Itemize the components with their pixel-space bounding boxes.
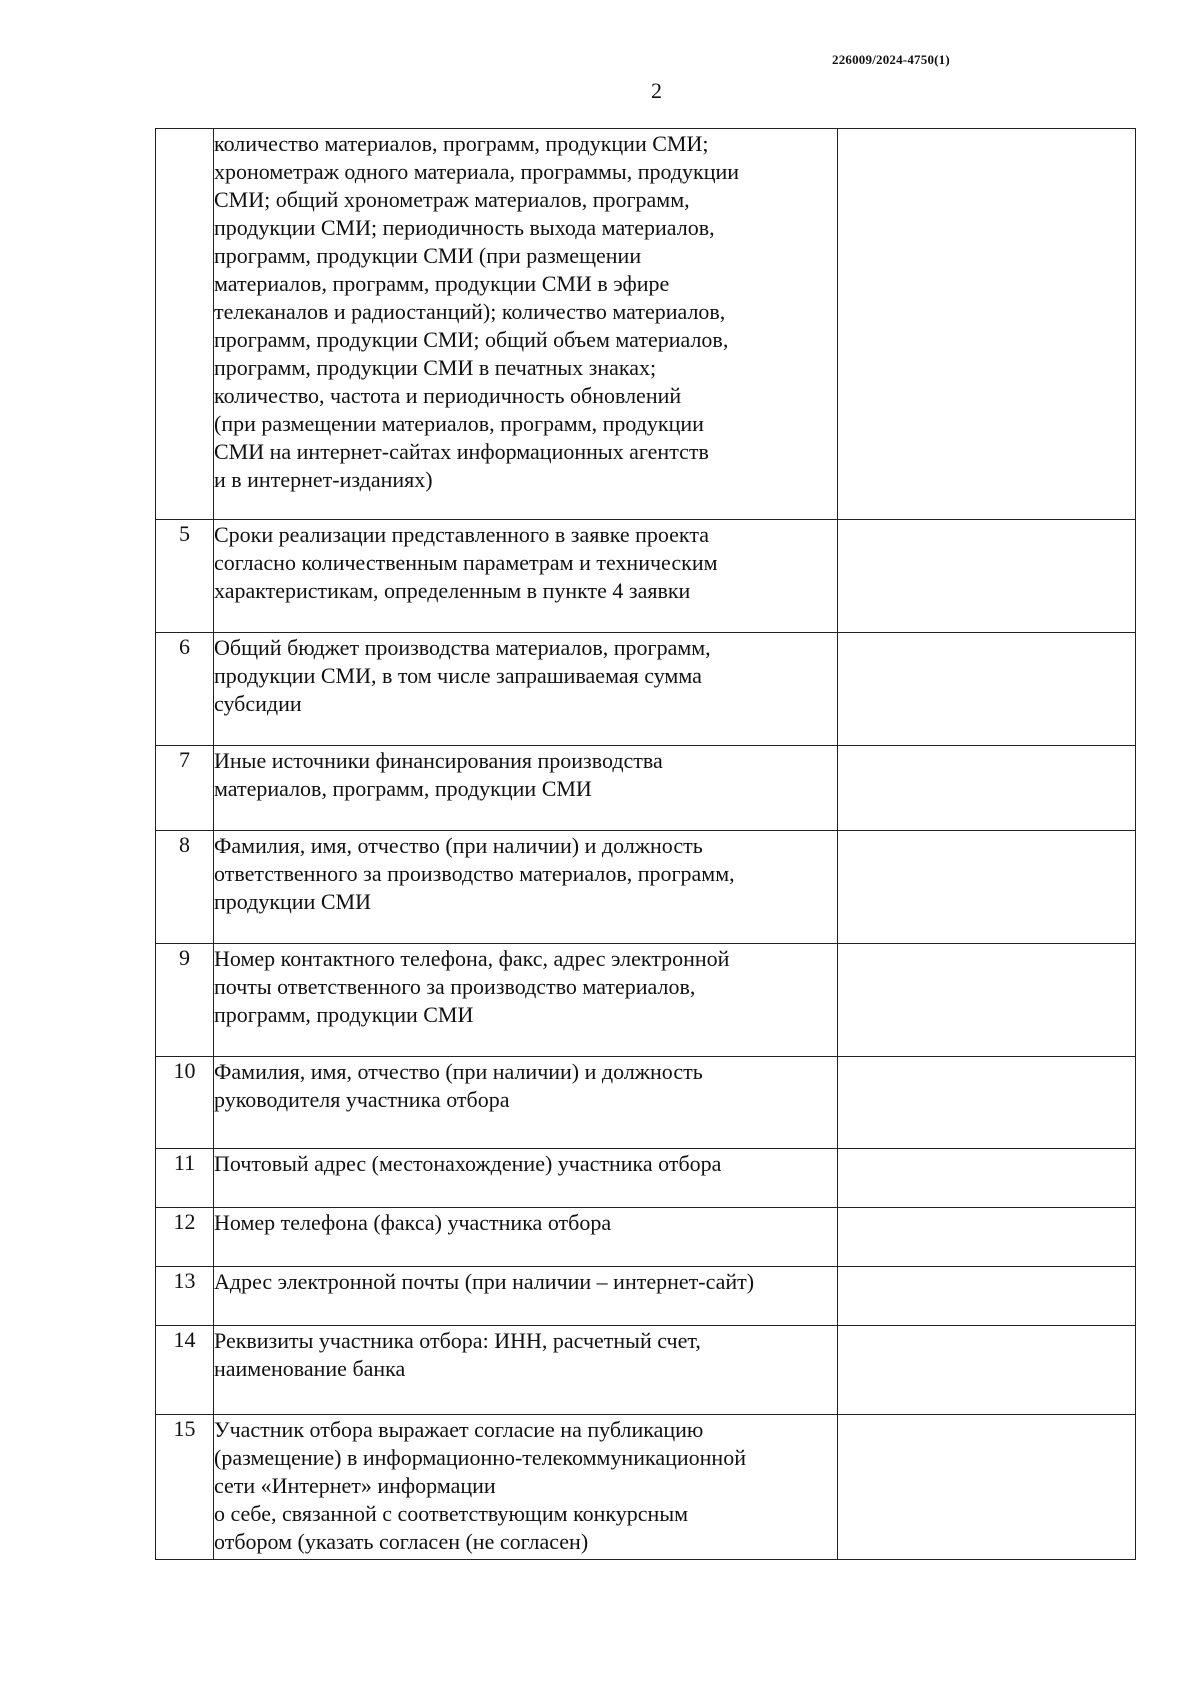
- row-description-text: Общий бюджет производства материалов, программ, продукции СМИ, в том числе запрашиваемая сумма субсидии: [214, 635, 711, 716]
- row-description: [214, 746, 838, 831]
- row-value-cell[interactable]: [838, 746, 1136, 831]
- row-description-text: Фамилия, имя, отчество (при наличии) и должность ответственного за производство материалов, программ, продукции СМИ: [214, 833, 735, 914]
- row-description-text: Номер телефона (факса) участника отбора: [214, 1210, 612, 1235]
- row-description: [214, 1057, 838, 1149]
- row-description-text: Номер контактного телефона, факс, адрес электронной почты ответственного за производство материалов, программ, продукции СМИ: [214, 946, 730, 1027]
- row-number: 12: [156, 1208, 214, 1267]
- row-number: 9: [156, 944, 214, 1057]
- row-value-cell[interactable]: [838, 633, 1136, 746]
- row-description: [214, 1415, 838, 1560]
- row-value-cell[interactable]: [838, 1267, 1136, 1326]
- row-description-text: количество материалов, программ, продукции СМИ; хронометраж одного материала, программы, продукции СМИ; общий хронометраж материалов, программ, продукции СМИ; периодичность выхода материалов, программ, продукции СМИ (при размещении материалов, программ, продукции СМИ в эфире телеканалов и радиостанций); количество материалов, программ, продукции СМИ; общий объем материалов, программ, продукции СМИ в печатных знаках; количество, частота и периодичность обновлений (при размещении материалов, программ, продукции СМИ на интернет-сайтах информационных агентств и в интернет-изданиях): [214, 131, 740, 492]
- row-number: 13: [156, 1267, 214, 1326]
- row-description: [214, 633, 838, 746]
- table-row: [156, 1208, 1136, 1267]
- row-value-cell[interactable]: [838, 1208, 1136, 1267]
- table-row: [156, 129, 1136, 520]
- row-value-cell[interactable]: [838, 831, 1136, 944]
- row-value-cell[interactable]: [838, 520, 1136, 633]
- row-description-text: Фамилия, имя, отчество (при наличии) и должность руководителя участника отбора: [214, 1059, 703, 1112]
- row-number: 11: [156, 1149, 214, 1208]
- row-description: [214, 831, 838, 944]
- row-description-text: Почтовый адрес (местонахождение) участника отбора: [214, 1151, 722, 1176]
- row-number: 6: [156, 633, 214, 746]
- application-form-table: [155, 128, 1136, 1560]
- table-row: [156, 831, 1136, 944]
- row-number: 10: [156, 1057, 214, 1149]
- table-row: [156, 746, 1136, 831]
- table-row: [156, 944, 1136, 1057]
- row-description: [214, 1267, 838, 1326]
- row-value-cell[interactable]: [838, 1326, 1136, 1415]
- row-value-cell[interactable]: [838, 1057, 1136, 1149]
- row-description-text: Адрес электронной почты (при наличии – интернет-сайт): [214, 1269, 755, 1294]
- row-description: [214, 520, 838, 633]
- document-id: 226009/2024-4750(1): [832, 52, 950, 67]
- row-number: [156, 129, 214, 520]
- row-description: [214, 1326, 838, 1415]
- row-number: 5: [156, 520, 214, 633]
- row-description-text: Иные источники финансирования производства материалов, программ, продукции СМИ: [214, 748, 663, 801]
- table-row: [156, 1057, 1136, 1149]
- row-description: [214, 1149, 838, 1208]
- row-description: [214, 944, 838, 1057]
- row-value-cell[interactable]: [838, 129, 1136, 520]
- table-row: [156, 1415, 1136, 1560]
- row-value-cell[interactable]: [838, 1415, 1136, 1560]
- row-description-text: Участник отбора выражает согласие на публикацию (размещение) в информационно-телекоммуникационной сети «Интернет» информации о себе, связанной с соответствующим конкурсным отбором (указать согласен (не согласен): [214, 1417, 746, 1554]
- row-description-text: Реквизиты участника отбора: ИНН, расчетный счет, наименование банка: [214, 1328, 701, 1381]
- table-row: [156, 1326, 1136, 1415]
- row-description: [214, 129, 838, 520]
- row-number: 14: [156, 1326, 214, 1415]
- table-row: [156, 1267, 1136, 1326]
- row-number: 7: [156, 746, 214, 831]
- table-row: [156, 1149, 1136, 1208]
- table-row: [156, 520, 1136, 633]
- row-value-cell[interactable]: [838, 1149, 1136, 1208]
- table-row: [156, 633, 1136, 746]
- row-description-text: Сроки реализации представленного в заявке проекта согласно количественным параметрам и техническим характеристикам, определенным в пункте 4 заявки: [214, 522, 718, 603]
- row-description: [214, 1208, 838, 1267]
- page-number: 2: [651, 78, 662, 103]
- row-number: 8: [156, 831, 214, 944]
- row-value-cell[interactable]: [838, 944, 1136, 1057]
- row-number: 15: [156, 1415, 214, 1560]
